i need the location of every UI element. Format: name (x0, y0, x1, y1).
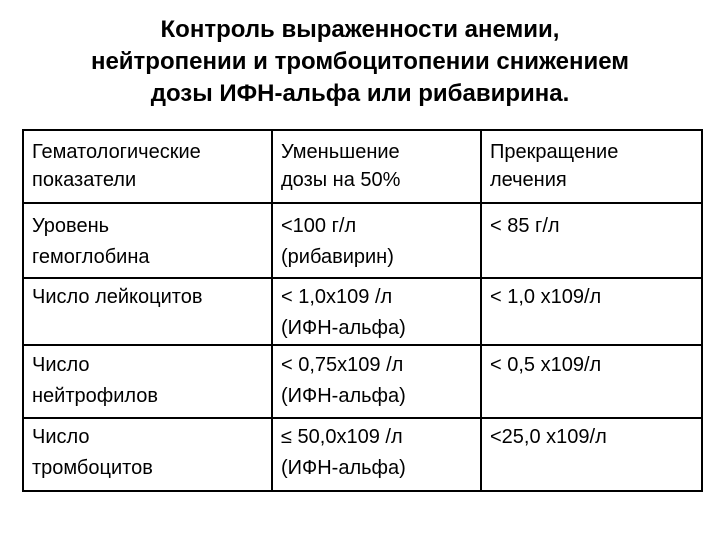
cell-indicator: Число тромбоцитов (23, 418, 272, 491)
title-line-2: нейтропении и тромбоцитопении снижением (90, 48, 630, 75)
cell-reduce: ≤ 50,0х109 /л (ИФН-альфа) (272, 418, 481, 491)
header-indicators: Гематологические показатели (23, 130, 272, 203)
table-header-row (23, 130, 702, 203)
page-title (20, 14, 700, 110)
cell-stop: < 85 г/л (481, 203, 702, 278)
cell-indicator: Число нейтрофилов (23, 345, 272, 418)
cell-stop: <25,0 х109/л (481, 418, 702, 491)
table-row (23, 278, 702, 345)
dose-reduction-table (22, 129, 703, 492)
header-reduce-dose: Уменьшение дозы на 50% (272, 130, 481, 203)
table-row (23, 345, 702, 418)
cell-reduce: < 0,75х109 /л (ИФН-альфа) (272, 345, 481, 418)
cell-indicator: Уровень гемоглобина (23, 203, 272, 278)
cell-stop: < 1,0 х109/л (481, 278, 702, 345)
cell-reduce: < 1,0х109 /л (ИФН-альфа) (272, 278, 481, 345)
cell-indicator: Число лейкоцитов (23, 278, 272, 345)
table-row (23, 203, 702, 278)
title-line-3: дозы ИФН-альфа или рибавирина. (150, 80, 570, 107)
table-row (23, 418, 702, 491)
cell-reduce: <100 г/л (рибавирин) (272, 203, 481, 278)
cell-stop: < 0,5 х109/л (481, 345, 702, 418)
title-line-1: Контроль выраженности анемии, (160, 16, 560, 43)
header-stop-treatment: Прекращение лечения (481, 130, 702, 203)
